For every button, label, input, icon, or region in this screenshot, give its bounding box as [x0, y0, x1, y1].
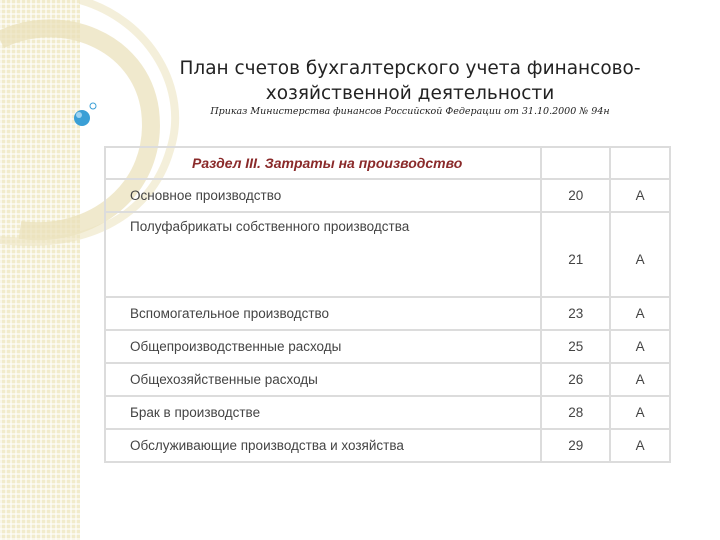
- header-empty-cell: [541, 147, 610, 179]
- account-code: А: [610, 330, 670, 363]
- page-title: [150, 56, 670, 106]
- account-number: 26: [541, 363, 610, 396]
- account-name: Обслуживающие производства и хозяйства: [105, 429, 541, 462]
- table-row: [105, 179, 670, 212]
- title-line-2: хозяйственной деятельности: [265, 83, 555, 104]
- account-name: Вспомогательное производство: [105, 297, 541, 330]
- account-code: А: [610, 179, 670, 212]
- table-row: [105, 396, 670, 429]
- header-empty-cell: [610, 147, 670, 179]
- account-number: 25: [541, 330, 610, 363]
- accounts-table: [104, 146, 671, 463]
- account-name: Общепроизводственные расходы: [105, 330, 541, 363]
- table-row: [105, 212, 670, 297]
- table-row: [105, 330, 670, 363]
- account-code: А: [610, 212, 670, 297]
- account-number: 29: [541, 429, 610, 462]
- table-row: [105, 297, 670, 330]
- section-heading: Раздел III. Затраты на производство: [105, 147, 541, 179]
- account-number: 23: [541, 297, 610, 330]
- account-number: 21: [541, 212, 610, 297]
- account-code: А: [610, 363, 670, 396]
- account-code: А: [610, 429, 670, 462]
- small-bubble-icon: [90, 103, 96, 109]
- account-name: Полуфабрикаты собственного производства: [105, 212, 541, 297]
- account-name: Брак в производстве: [105, 396, 541, 429]
- account-name: Общехозяйственные расходы: [105, 363, 541, 396]
- account-name: Основное производство: [105, 179, 541, 212]
- page-subtitle: Приказ Министерства финансов Российской Федерации от 31.10.2000 № 94н: [210, 106, 610, 117]
- table-row: [105, 363, 670, 396]
- account-code: А: [610, 396, 670, 429]
- decorative-side-strip: [0, 0, 80, 540]
- account-number: 20: [541, 179, 610, 212]
- table-header-row: [105, 147, 670, 179]
- table-row: [105, 429, 670, 462]
- account-code: А: [610, 297, 670, 330]
- title-line-1: План счетов бухгалтерского учета финансово-: [179, 58, 641, 79]
- account-number: 28: [541, 396, 610, 429]
